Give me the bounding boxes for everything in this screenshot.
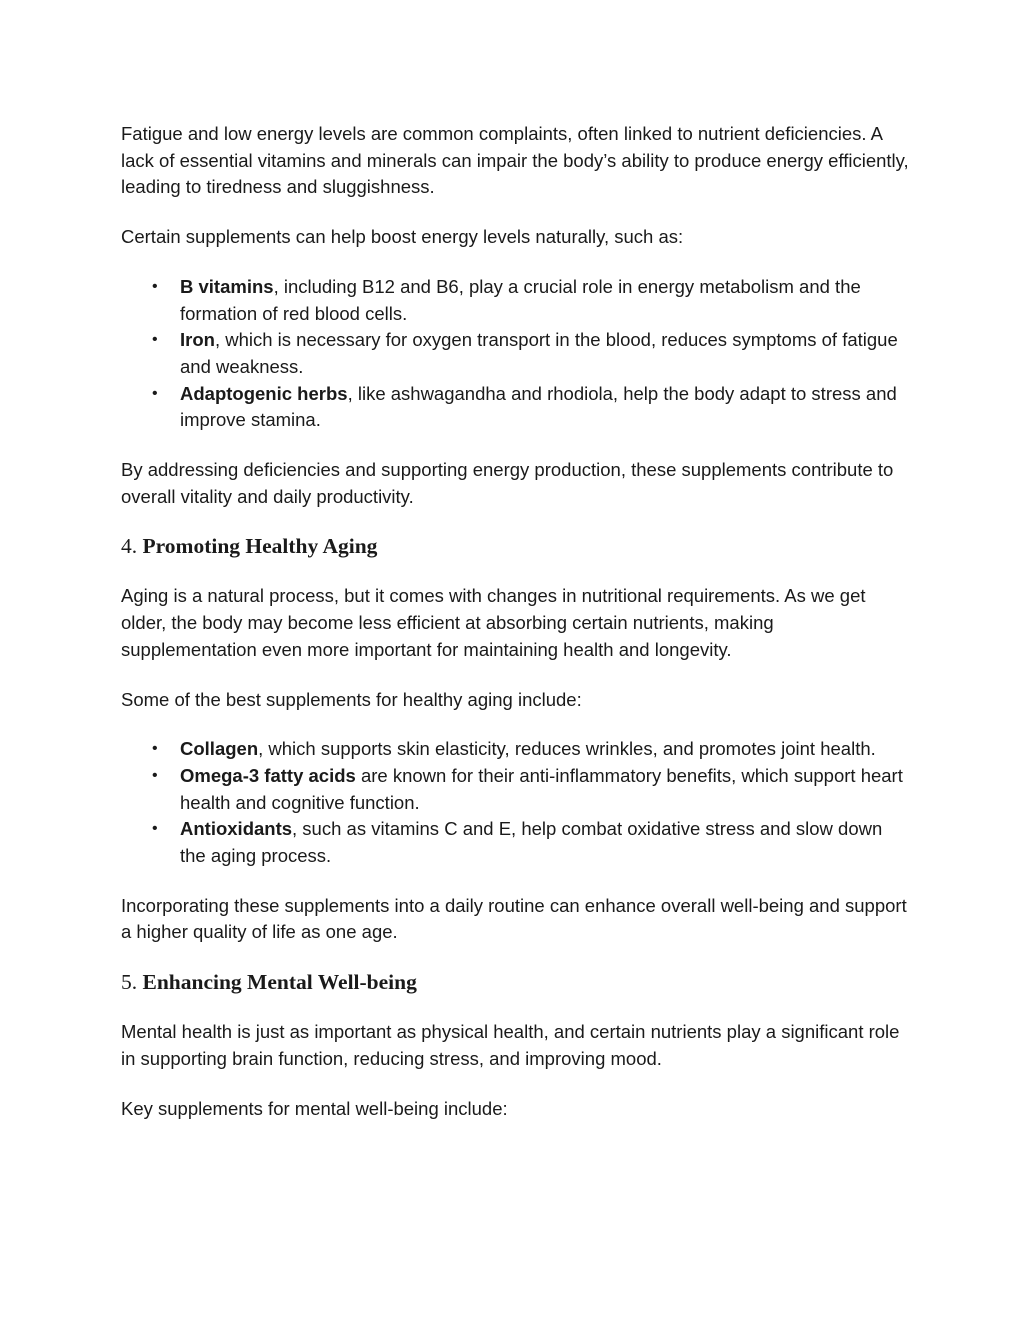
section-number: 4. <box>121 534 143 559</box>
section-number: 5. <box>121 970 143 995</box>
list-item <box>152 274 911 327</box>
energy-supplements-list <box>121 274 911 434</box>
paragraph: By addressing deficiencies and supporting energy production, these supplements contribute to overall vitality and daily productivity. <box>121 459 894 507</box>
paragraph: Some of the best supplements for healthy aging include: <box>121 688 582 710</box>
paragraph: Incorporating these supplements into a daily routine can enhance overall well-being and support a higher quality of life as one age. <box>121 894 907 943</box>
paragraph: Aging is a natural process, but it comes with changes in nutritional requirements. As we get older, the body may become less efficient at absorbing certain nutrients, making supplementation even more important for maintaining health and longevity. <box>121 585 866 660</box>
list-item-text: , such as vitamins C and E, help combat oxidative stress and slow down the aging process. <box>180 818 883 867</box>
paragraph: Key supplements for mental well-being include: <box>121 1097 508 1119</box>
list-item-term: Iron <box>180 329 215 351</box>
list-item <box>152 736 911 763</box>
section-title: Enhancing Mental Well-being <box>142 970 417 995</box>
list-item-term: Omega-3 fatty acids <box>180 764 356 786</box>
bullet-icon: • <box>152 384 158 402</box>
paragraph: Certain supplements can help boost energy levels naturally, such as: <box>121 226 684 248</box>
list-item-text: , which is necessary for oxygen transport in the blood, reduces symptoms of fatigue and weakness. <box>180 329 898 377</box>
paragraph: Fatigue and low energy levels are common complaints, often linked to nutrient deficiencies. A lack of essential vitamins and minerals can impair the body’s ability to produce energy efficiently, leading to tiredness and sluggishness. <box>121 123 909 198</box>
list-item-text: , including B12 and B6, play a crucial role in energy metabolism and the formation of red blood cells. <box>180 275 861 324</box>
list-item <box>152 381 911 434</box>
bullet-icon: • <box>152 820 158 838</box>
list-item-text: , which supports skin elasticity, reduces wrinkles, and promotes joint health. <box>258 738 876 760</box>
bullet-icon: • <box>152 277 158 295</box>
list-item-text: , like ashwagandha and rhodiola, help the body adapt to stress and improve stamina. <box>180 382 897 431</box>
section-title: Promoting Healthy Aging <box>142 534 378 559</box>
list-item-term: B vitamins <box>180 275 274 297</box>
bullet-icon: • <box>152 740 158 758</box>
section-heading-mental-well-being <box>121 969 911 996</box>
list-item-text: are known for their anti-inflammatory benefits, which support heart health and cognitive function. <box>180 764 903 813</box>
list-item-term: Antioxidants <box>180 818 293 840</box>
document-page <box>121 121 911 1145</box>
bullet-icon: • <box>152 766 158 784</box>
section-heading-healthy-aging <box>121 533 911 560</box>
list-item <box>152 327 911 380</box>
paragraph: Mental health is just as important as physical health, and certain nutrients play a significant role in supporting brain function, reducing stress, and improving mood. <box>121 1021 900 1069</box>
list-item <box>152 816 911 869</box>
list-item <box>152 763 911 816</box>
aging-supplements-list <box>121 736 911 870</box>
list-item-term: Adaptogenic herbs <box>180 382 348 404</box>
list-item-term: Collagen <box>180 738 259 760</box>
bullet-icon: • <box>152 331 158 349</box>
